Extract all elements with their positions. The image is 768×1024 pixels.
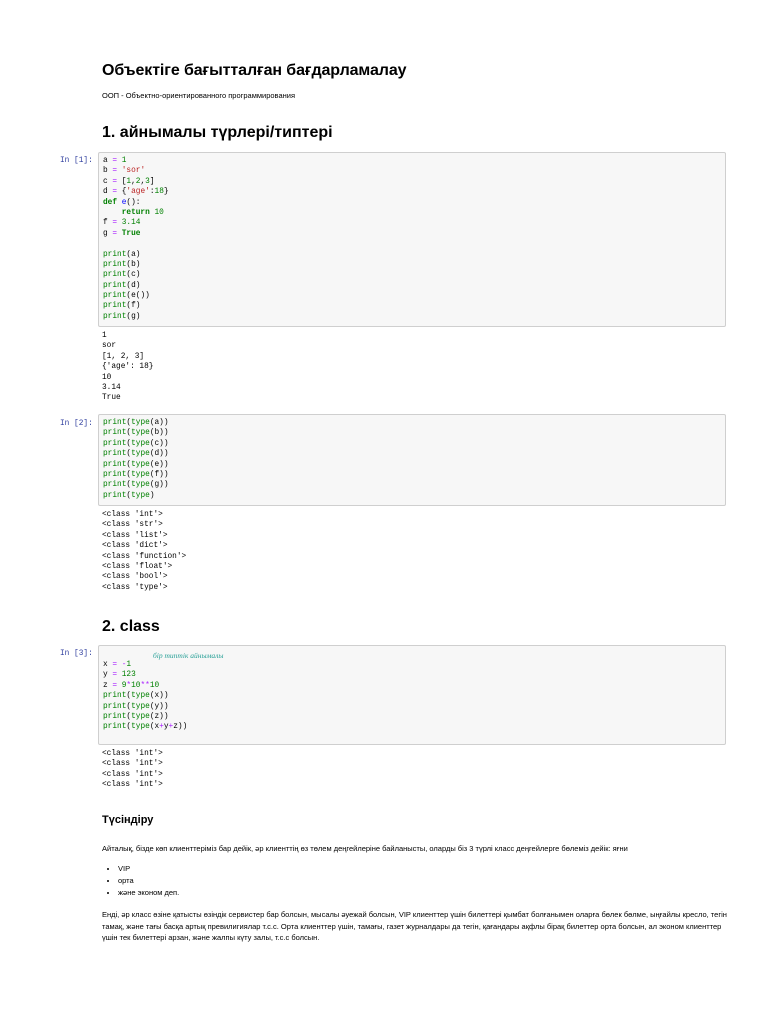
list-item: • және эконом деп.: [118, 887, 179, 899]
code-token: print: [103, 491, 127, 500]
code-token: print: [103, 723, 127, 732]
code-annotation: бір типтік айнымалы: [153, 651, 224, 660]
code-token: type: [131, 481, 150, 490]
code-token: x: [103, 661, 108, 669]
code-token: b: [103, 167, 108, 176]
code-token: (: [126, 470, 132, 479]
code-token: [103, 209, 122, 217]
output-line: 10: [102, 373, 112, 382]
code-token: 1: [126, 177, 132, 186]
code-token: =: [107, 219, 122, 228]
code-token: (: [126, 439, 132, 448]
code-token: **: [140, 681, 150, 690]
output-line: <class 'list'>: [102, 531, 168, 540]
code-token: (e)): [149, 460, 169, 469]
code-token: 'sor': [121, 167, 146, 176]
code-token: g: [103, 229, 108, 238]
explanation-intro: Айталық, бізде көп клиенттеріміз бар дейік, әр клиенттің өз төлем деңгейлеріне байланысты, оларды біз 3 түрлі класс деңгейлерге бөлеміз дейік: яғни: [102, 844, 628, 853]
code-line: [103, 460, 725, 470]
code-line: [103, 270, 725, 280]
code-token: print: [103, 260, 127, 269]
code-token: :: [149, 188, 155, 197]
code-token: return: [121, 208, 150, 217]
output-line: {'age': 18}: [102, 363, 154, 372]
code-line: [103, 281, 725, 291]
page-title: Объектіге бағытталған бағдарламалау: [102, 62, 407, 79]
code-token: 2: [135, 177, 141, 186]
code-token: (z)): [149, 712, 169, 721]
code-token: (y)): [149, 702, 169, 711]
output-block-3: [102, 749, 163, 791]
output-line: <class 'bool'>: [102, 573, 168, 582]
code-lines: [103, 660, 725, 733]
code-token: def: [103, 198, 118, 207]
output-line: <class 'int'>: [102, 781, 163, 790]
code-line: [103, 239, 725, 249]
code-token: type: [131, 692, 150, 701]
output-line: sor: [102, 342, 117, 351]
code-cell-3[interactable]: [98, 645, 726, 745]
cell-prompt: In [2]:: [60, 420, 93, 428]
code-token: =: [107, 229, 122, 238]
code-line: [103, 722, 725, 732]
code-token: ]: [149, 177, 155, 186]
code-token: print: [103, 712, 127, 721]
code-token: type: [131, 450, 150, 459]
code-token: (: [126, 460, 132, 469]
code-line: [103, 218, 725, 228]
output-line: <class 'int'>: [102, 511, 163, 519]
code-token: (: [126, 712, 132, 721]
section-heading-class: 2. class: [102, 618, 160, 635]
code-line: [103, 166, 725, 176]
code-token: (x: [149, 723, 160, 732]
code-token: (: [126, 481, 132, 490]
code-token: (: [126, 491, 132, 500]
code-token: 3: [145, 177, 150, 186]
cell-prompt: In [1]:: [60, 157, 93, 165]
code-token: z: [103, 681, 108, 690]
code-token: =: [107, 177, 122, 186]
code-token: a: [103, 157, 108, 165]
code-token: (a): [126, 250, 141, 259]
output-block-1: [102, 331, 153, 404]
code-line: [103, 312, 725, 322]
code-line: [103, 250, 725, 260]
code-token: print: [103, 481, 127, 490]
code-token: print: [103, 250, 127, 259]
code-token: type: [131, 460, 150, 469]
code-token: print: [103, 702, 127, 711]
code-token: print: [103, 312, 127, 321]
code-token: print: [103, 439, 127, 448]
code-token: 1: [121, 157, 127, 165]
code-token: print: [103, 450, 127, 459]
code-token: z)): [173, 723, 188, 732]
code-line: [103, 660, 725, 670]
code-line: [103, 187, 725, 197]
code-token: (a)): [149, 419, 169, 427]
code-token: type: [131, 723, 150, 732]
code-token: (c)): [149, 439, 169, 448]
list-item: • орта: [118, 875, 179, 887]
output-line: <class 'float'>: [102, 562, 173, 571]
code-line: [103, 439, 725, 449]
code-token: f: [103, 219, 108, 228]
code-cell-1[interactable]: [98, 152, 726, 327]
code-token: 9: [121, 681, 127, 690]
code-token: (f): [126, 302, 141, 311]
code-token: (: [126, 450, 132, 459]
code-token: 10: [154, 208, 164, 217]
code-token: print: [103, 419, 127, 427]
code-token: 123: [121, 671, 136, 680]
code-token: type: [131, 491, 150, 500]
code-token: =: [107, 188, 122, 197]
code-token: print: [103, 429, 127, 438]
code-token: +: [159, 723, 164, 732]
code-token: (: [126, 429, 132, 438]
code-token: ,: [131, 177, 136, 186]
code-token: =: [107, 157, 122, 165]
code-token: print: [103, 460, 127, 469]
code-token: =: [107, 671, 122, 680]
code-line: [103, 260, 725, 270]
code-token: (d): [126, 281, 141, 290]
code-token: (: [126, 419, 132, 427]
code-token: 3.14: [121, 219, 141, 228]
code-cell-2[interactable]: [98, 414, 726, 506]
code-line: [103, 681, 725, 691]
code-token: e: [121, 198, 127, 207]
code-token: d: [103, 188, 108, 197]
code-token: (: [126, 692, 132, 701]
code-token: 'age': [126, 188, 150, 197]
code-line: [103, 198, 725, 208]
code-token: type: [131, 470, 150, 479]
code-token: print: [103, 692, 127, 701]
code-token: +: [168, 723, 174, 732]
code-token: 10: [131, 681, 141, 690]
page-subtitle: ООП - Объектно-ориентированного программирования: [102, 91, 296, 100]
code-token: *: [126, 681, 132, 690]
code-token: print: [103, 281, 127, 290]
class-level-list: [102, 863, 179, 899]
code-lines: [103, 156, 725, 322]
output-line: <class 'type'>: [102, 583, 168, 592]
output-block-2: [102, 510, 186, 593]
code-token: (g)): [149, 481, 169, 490]
code-token: (: [126, 723, 132, 732]
output-line: [1, 2, 3]: [102, 352, 145, 361]
code-token: ,: [140, 177, 146, 186]
code-line: [103, 418, 725, 428]
code-line: [103, 491, 725, 501]
code-token: (f)): [149, 470, 169, 479]
code-line: [103, 480, 725, 490]
code-token: (b): [126, 260, 141, 269]
code-token: ():: [126, 198, 141, 207]
code-token: print: [103, 470, 127, 479]
output-line: <class 'int'>: [102, 760, 163, 769]
output-line: 1: [102, 332, 107, 340]
code-line: [103, 301, 725, 311]
code-token: (e()): [126, 292, 150, 301]
code-token: (x)): [149, 692, 169, 701]
code-token: (c): [126, 271, 141, 280]
code-line: [103, 291, 725, 301]
cell-prompt: In [3]:: [60, 650, 93, 658]
list-item: • VIP: [118, 863, 179, 875]
output-line: <class 'int'>: [102, 750, 163, 758]
code-token: }: [163, 188, 169, 197]
code-token: y: [163, 723, 169, 732]
output-line: <class 'str'>: [102, 521, 163, 530]
code-token: c: [103, 177, 108, 186]
output-line: True: [102, 394, 121, 403]
code-line: [103, 449, 725, 459]
code-line: [103, 691, 725, 701]
output-line: <class 'int'>: [102, 770, 163, 779]
code-token: y: [103, 671, 108, 680]
code-token: {: [121, 188, 127, 197]
code-token: 18: [154, 188, 164, 197]
code-token: -: [121, 661, 127, 669]
code-line: [103, 156, 725, 166]
code-token: type: [131, 702, 150, 711]
code-token: (d)): [149, 450, 169, 459]
output-line: <class 'dict'>: [102, 542, 168, 551]
code-token: type: [131, 429, 150, 438]
explanation-heading: Түсіндіру: [102, 814, 154, 826]
code-token: type: [131, 439, 150, 448]
code-token: ): [149, 491, 155, 500]
output-line: <class 'function'>: [102, 552, 187, 561]
code-lines: [103, 418, 725, 501]
code-line: [103, 208, 725, 218]
code-token: =: [107, 661, 122, 669]
code-token: (b)): [149, 429, 169, 438]
code-token: type: [131, 419, 150, 427]
code-token: True: [121, 229, 141, 238]
code-token: type: [131, 712, 150, 721]
code-line: [103, 229, 725, 239]
code-line: [103, 712, 725, 722]
code-token: =: [107, 681, 122, 690]
section-heading-variable-types: 1. айнымалы түрлері/типтері: [102, 124, 333, 141]
code-token: print: [103, 271, 127, 280]
code-token: (g): [126, 312, 141, 321]
code-line: [103, 702, 725, 712]
code-token: =: [107, 167, 122, 176]
code-token: print: [103, 302, 127, 311]
code-token: 1: [126, 661, 132, 669]
code-line: [103, 177, 725, 187]
code-line: [103, 428, 725, 438]
explanation-body: Енді, әр класс өзіне қатысты өзіндік сервистер бар болсын, мысалы әуежай болсын, VIP клиенттер үшін билеттері қымбат болғанымен оларға бөлек бөлме, ыңғайлы кресло, тегін тамақ, және тағы басқа артық превилигиялар т.с.с. Орта клиенттер үшін, тамағы, газет журналдары да тегін, қағандары ақфлы бірақ билеттер орта болсын, ал эконом клиенттер үшін тек билеттері арзан, және жалпы күту залы, т.с.с болсын.: [102, 910, 727, 942]
code-token: (: [126, 702, 132, 711]
code-line: [103, 470, 725, 480]
code-token: [: [121, 177, 127, 186]
code-line: [103, 670, 725, 680]
code-token: print: [103, 292, 127, 301]
output-line: 3.14: [102, 383, 121, 392]
code-token: 10: [149, 681, 160, 690]
